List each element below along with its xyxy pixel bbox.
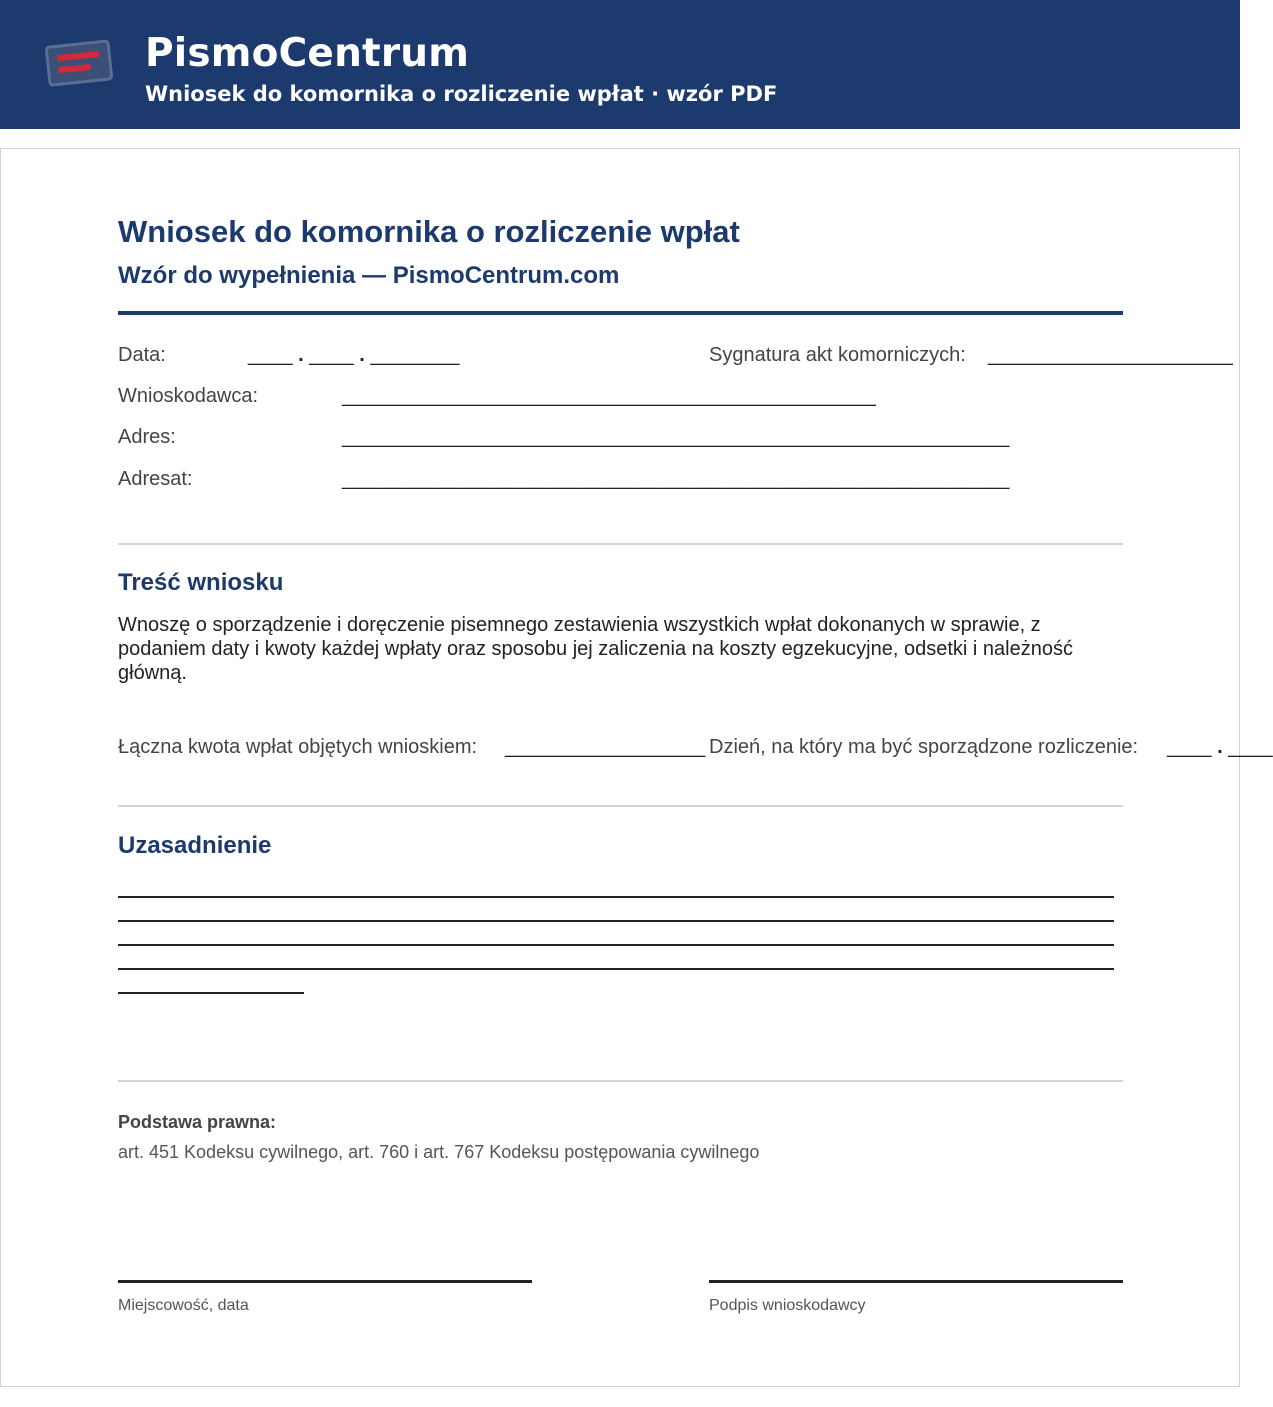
place-date-line[interactable] — [118, 1280, 532, 1283]
place-date-caption: Miejscowość, data — [118, 1297, 249, 1314]
justification-line[interactable] — [118, 968, 1114, 970]
document-title: Wniosek do komornika o rozliczenie wpłat — [118, 214, 740, 249]
legal-basis-title: Podstawa prawna: — [118, 1112, 277, 1132]
date-year-blank[interactable]: ________ — [370, 344, 460, 366]
addressee-label: Adresat: — [118, 468, 193, 490]
applicant-label: Wnioskodawca: — [118, 385, 259, 407]
request-section-title: Treść wniosku — [118, 569, 284, 596]
settlement-month-blank[interactable]: ____ — [1228, 736, 1273, 758]
case-signature-label: Sygnatura akt komorniczych: — [709, 344, 966, 366]
date-field[interactable] — [248, 342, 459, 368]
total-amount-label: Łączna kwota wpłat objętych wnioskiem: — [118, 736, 478, 758]
document-sheet — [0, 148, 1273, 1387]
date-separator: . — [1217, 736, 1223, 758]
justification-line[interactable] — [118, 896, 1114, 898]
section-divider — [118, 543, 1123, 545]
settlement-date-label: Dzień, na który ma być sporządzone rozliczenie: — [709, 736, 1139, 758]
brand-name[interactable]: PismoCentrum — [145, 31, 470, 76]
header-subtitle: Wniosek do komornika o rozliczenie wpłat · wzór PDF — [145, 82, 778, 106]
document-subtitle: Wzór do wypełnienia — PismoCentrum.com — [118, 262, 620, 289]
case-signature-blank[interactable]: ______________________ — [988, 344, 1233, 366]
address-label: Adres: — [118, 426, 176, 448]
section-divider — [118, 805, 1123, 807]
request-body: Wnoszę o sporządzenie i doręczenie pisemnego zestawienia wszystkich wpłat dokonanych w sprawie, z podaniem daty i kwoty każdej wpłaty oraz sposobu jej zaliczenia na koszty egzekucyjne, odsetki i należność główną. — [118, 614, 1073, 684]
addressee-blank[interactable]: ____________________________________________________________ — [342, 468, 1010, 490]
date-day-blank[interactable]: ____ — [248, 344, 293, 366]
date-label: Data: — [118, 344, 166, 366]
applicant-blank[interactable]: ________________________________________________ — [342, 385, 876, 407]
date-month-blank[interactable]: ____ — [309, 344, 354, 366]
settlement-date-field[interactable] — [1167, 734, 1273, 760]
signature-line[interactable] — [709, 1280, 1123, 1283]
justification-line[interactable] — [118, 920, 1114, 922]
date-separator: . — [359, 344, 365, 366]
total-amount-blank[interactable]: __________________ — [505, 736, 706, 758]
justification-section-title: Uzasadnienie — [118, 832, 272, 859]
justification-line[interactable] — [118, 992, 304, 994]
legal-basis-text: art. 451 Kodeksu cywilnego, art. 760 i art. 767 Kodeksu postępowania cywilnego — [118, 1142, 760, 1162]
date-separator: . — [298, 344, 304, 366]
section-divider — [118, 1080, 1123, 1082]
signature-caption: Podpis wnioskodawcy — [709, 1297, 866, 1314]
settlement-day-blank[interactable]: ____ — [1167, 736, 1212, 758]
document-stamp-icon — [44, 38, 116, 88]
address-blank[interactable]: ____________________________________________________________ — [342, 426, 1010, 448]
justification-line[interactable] — [118, 944, 1114, 946]
site-header — [0, 0, 1240, 129]
title-divider — [118, 311, 1123, 315]
